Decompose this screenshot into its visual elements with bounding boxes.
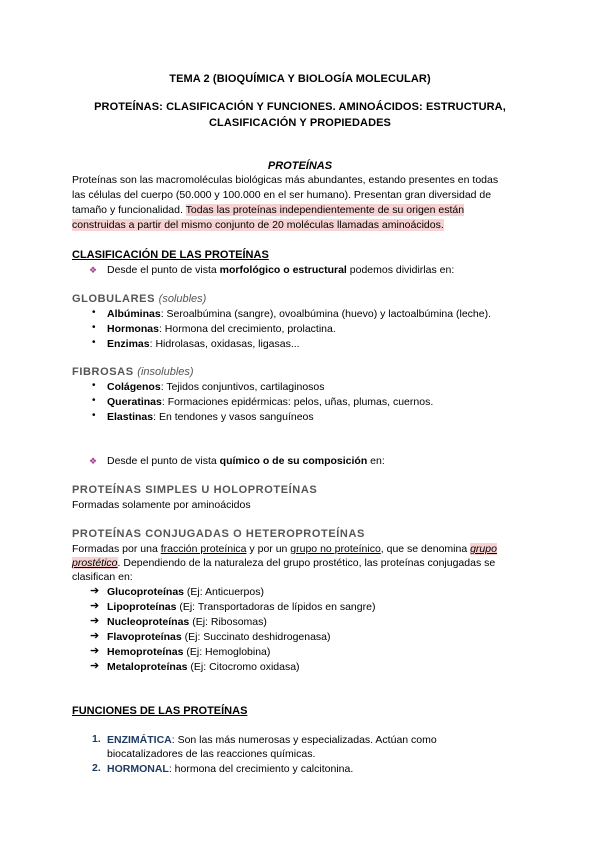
bullet-text: Desde el punto de vista [107, 455, 220, 467]
item-term: ENZIMÁTICA [107, 734, 172, 746]
clasificacion-heading: CLASIFICACIÓN DE LAS PROTEÍNAS [72, 249, 269, 261]
arrow-bullet-icon: ➔ [90, 615, 100, 627]
bullet-bold-text: morfológico o estructural [219, 264, 347, 276]
text: , que se denomina [380, 543, 471, 555]
bullet-dot-icon: • [92, 307, 96, 318]
highlight-text: prostético [72, 557, 118, 569]
highlight-text: grupo [470, 543, 497, 555]
simples-desc: Formadas solamente por aminoácidos [72, 499, 251, 511]
bullet-bold-text: químico o de su composición [219, 455, 368, 467]
item-desc: (Ej: Hemoglobina) [183, 646, 271, 658]
item-desc: : Formaciones epidérmicas: pelos, uñas, plumas, cuernos. [161, 396, 434, 408]
item-desc: : Hormona del crecimiento, prolactina. [158, 323, 336, 335]
list-item [107, 645, 270, 659]
list-item [107, 585, 264, 599]
item-desc: : hormona del crecimiento y calcitonina. [168, 763, 354, 775]
list-item [107, 733, 437, 747]
item-desc: (Ej: Succinato deshidrogenasa) [181, 631, 331, 643]
item-term: HORMONAL [107, 763, 169, 775]
underlined-text: grupo no proteínico [290, 543, 381, 555]
item-term: Metaloproteínas [107, 661, 188, 673]
globulares-sub: (solubles) [158, 293, 207, 305]
bullet-text: Desde el punto de vista [107, 264, 220, 276]
list-item [107, 337, 300, 351]
list-item [107, 380, 325, 394]
item-desc: : Son las más numerosas y especializadas. Actúan como [171, 734, 437, 746]
list-number: 1. [92, 733, 101, 745]
arrow-bullet-icon: ➔ [90, 600, 100, 612]
item-desc: (Ej: Citocromo oxidasa) [187, 661, 300, 673]
funciones-heading: FUNCIONES DE LAS PROTEÍNAS [72, 705, 248, 717]
intro-line-3-text: tamaño y funcionalidad. [72, 204, 186, 216]
item-term: Colágenos [107, 381, 161, 393]
list-number: 2. [92, 762, 101, 774]
simples-title: PROTEÍNAS SIMPLES U HOLOPROTEÍNAS [72, 484, 318, 496]
globulares-title [72, 292, 206, 306]
conjugadas-line-3: clasifican en: [72, 571, 133, 583]
item-desc: : Hidrolasas, oxidasas, ligasas... [149, 338, 300, 350]
bullet-text: podemos dividirlas en: [346, 264, 455, 276]
text: . Dependiendo de la naturaleza del grupo prostético, las proteínas conjugadas se [117, 557, 496, 569]
fibrosas-sub: (insolubles) [137, 366, 194, 378]
item-term: Glucoproteínas [107, 586, 185, 598]
globulares-label: GLOBULARES [72, 293, 155, 305]
item-desc: : Seroalbúmina (sangre), ovoalbúmina (huevo) y lactoalbúmina (leche). [160, 308, 492, 320]
bullet-text: en: [367, 455, 385, 467]
list-item [107, 322, 336, 336]
arrow-bullet-icon: ➔ [90, 630, 100, 642]
arrow-bullet-icon: ➔ [90, 645, 100, 657]
bullet-dot-icon: • [92, 410, 96, 421]
bullet-dot-icon: • [92, 337, 96, 348]
fibrosas-title [72, 365, 194, 379]
item-desc: : En tendones y vasos sanguíneos [153, 411, 314, 423]
item-term: Lipoproteínas [107, 601, 177, 613]
item-term: Albúminas [107, 308, 161, 320]
item-term: Nucleoproteínas [107, 616, 190, 628]
item-term: Flavoproteínas [107, 631, 182, 643]
list-item-continuation: biocatalizadores de las reacciones químicas. [107, 748, 316, 760]
conjugadas-line-1 [72, 542, 497, 556]
intro-highlight-2: construidas a partir del mismo conjunto de 20 moléculas llamadas aminoácidos. [72, 219, 444, 231]
intro-highlight-1: Todas las proteínas independientemente de su origen están [185, 204, 465, 216]
list-item [107, 395, 433, 409]
diamond-bullet-icon: ❖ [89, 456, 98, 466]
proteinas-heading: PROTEÍNAS [267, 160, 333, 172]
intro-line-1: Proteínas son las macromoléculas biológicas más abundantes, estando presentes en todas [72, 174, 499, 186]
arrow-bullet-icon: ➔ [90, 660, 100, 672]
document-title-line-2: CLASIFICACIÓN Y PROPIEDADES [209, 117, 391, 129]
item-term: Queratinas [107, 396, 162, 408]
list-item [107, 307, 491, 321]
item-desc: : Tejidos conjuntivos, cartilaginosos [160, 381, 325, 393]
list-item [107, 630, 331, 644]
list-item [107, 615, 267, 629]
arrow-bullet-icon: ➔ [90, 585, 100, 597]
tema-heading: TEMA 2 (BIOQUÍMICA Y BIOLOGÍA MOLECULAR) [169, 73, 431, 85]
document-title-line-1: PROTEÍNAS: CLASIFICACIÓN Y FUNCIONES. AMINOÁCIDOS: ESTRUCTURA, [94, 101, 506, 113]
item-desc: (Ej: Ribosomas) [189, 616, 267, 628]
underlined-text: fracción proteínica [160, 543, 247, 555]
conjugadas-title: PROTEÍNAS CONJUGADAS O HETEROPROTEÍNAS [72, 528, 365, 540]
item-term: Hormonas [107, 323, 159, 335]
item-term: Hemoproteínas [107, 646, 184, 658]
list-item [107, 410, 314, 424]
bullet-dot-icon: • [92, 380, 96, 391]
item-term: Elastinas [107, 411, 154, 423]
diamond-bullet-icon: ❖ [89, 265, 98, 275]
bullet-dot-icon: • [92, 322, 96, 333]
list-item [107, 660, 300, 674]
item-desc: (Ej: Transportadoras de lípidos en sangre) [176, 601, 376, 613]
text: y por un [246, 543, 291, 555]
intro-line-3 [72, 203, 464, 217]
item-desc: (Ej: Anticuerpos) [184, 586, 264, 598]
intro-line-2: las células del cuerpo (50.000 y 100.000 en el ser humano). Presentan gran diversidad de [72, 189, 492, 201]
list-item [107, 762, 353, 776]
conjugadas-line-2 [72, 556, 495, 570]
bullet-quimico [107, 454, 385, 468]
bullet-morfologico [107, 263, 454, 277]
list-item [107, 600, 375, 614]
fibrosas-label: FIBROSAS [72, 366, 134, 378]
item-term: Enzimas [107, 338, 150, 350]
bullet-dot-icon: • [92, 395, 96, 406]
intro-line-4 [72, 218, 444, 232]
text: Formadas por una [72, 543, 161, 555]
